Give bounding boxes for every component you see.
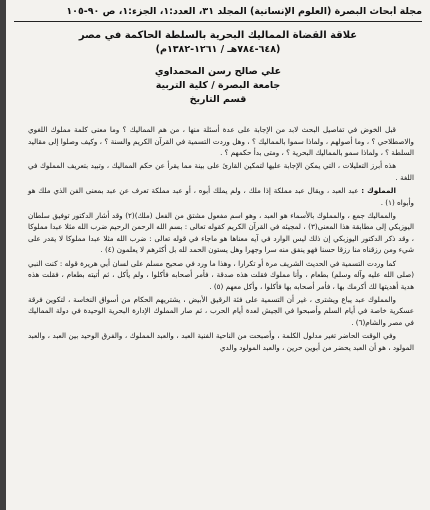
paragraph-6: والمملوك عبد يباع ويشترى ، غير أن التسمية على فئة الرقيق الأبيض ، يشتريهم الحكام من أسواق النخاسة ، لتكوين فرقة عسكرية خاصة في أيام السلم وأصبحوا في الجيش لعدة أيام الحرب ، ثم صار المملوك الإدارة البحرية الوحيدة في دولة المماليك في مصر والشام(٦) . [28, 294, 414, 327]
paragraph-4: والمماليك جمع ، والمملوك بالأسماء هو العبد ، وهو اسم مفعول مشتق من الفعل (ملك)(٢) وقد أشار الدكتور توفيق سلطان اليوزبكي إلى مطابقة هذا المعنى(٣) ، لمجيئه في القرآن الكريم كقوله تعالى : بسم الله الرحمن الرحيم ضرب الله مثلا عبدا مملوكا ، وقد ذكر الدكتور اليوزبكي إن ذلك ليس الوارد في آيه معناها هو ماجاء في قوله تعالى : ضرب الله مثلا عبدا مملوكا لا يقدر على شيء ومن رزقناه منا رزقا حسنا فهو ينفق منه سرا وجهرا وهل يستون الحمد لله بل أكثرهم لا يعلمون (٤) . [28, 210, 414, 255]
article-title: علاقة القضاة المماليك البحرية بالسلطة الحاكمة في مصر [78, 30, 358, 41]
article-dates: (٦٤٨-٧٨٤هـ / ١٢٦١-١٣٨٢م) [155, 44, 281, 55]
paragraph-1: قبل الخوض في تفاصيل البحث لابد من الإجابة على عدة أسئلة منها ، من هم المماليك ؟ وما معنى كلمة مملوك اللغوي والاصطلاحي ؟ ، وما أصولهم ، ولماذا سموا بالمماليك ؟ ، وهل وردت التسمية في القرآن الكريم والسنة ؟ ، وكيف وصلوا إلى مقاليد السلطة ؟ ، ولماذا سمو بالمماليك البحرية ؟ ، ومتى بدأ حكمهم ؟ . [28, 125, 414, 158]
paragraph-3-text: عبد العبد ، ويقال عبد مملكة إذا ملك ، ولم يملك أبوه ، أو عبد مملكة تعرف عن عبد بمعنى الفن الذي ملك هو وأبواه (١) . [28, 185, 414, 207]
paragraph-7: وفي الوقت الحاضر تغير مدلول الكلمة ، وأصبحت من الناحية الفنية العبد ، والعبد المملوك ، والفرق الوحيد بين العبد ، والعبد المولود ، هو أن العبد يحضر من أبوين حرين ، والعبد المولود والدي [28, 331, 414, 352]
article-body [28, 124, 414, 355]
paragraph-5: كما وردت التسمية في الحديث الشريف مرة أو تكرارا ، وهذا ما ورد في صحيح مسلم على لسان أبي هريرة قوله : كنت النبي (صلى الله عليه وآله وسلم) بطعام ، وأنا مملوك فقلت هذه صدقة ، فأمر أصحابه فأكلوا ، ولم يأكل ، ثم أتيته بطعام ، فقلت هذه هدية أهديتها لك أكرمك بها ، فأمر أصحابه بها فأكلوا ، وأكل معهم (٥) . [28, 258, 414, 291]
author-name: علي صالح رسن المحمداوي [154, 66, 282, 77]
term-mamluk-label: المملوك : [361, 185, 396, 195]
author-affiliation: جامعة البصرة / كلية التربية [155, 80, 281, 91]
author-department: قسم التاريخ [189, 94, 247, 105]
header-rule [14, 21, 422, 22]
journal-header: مجلة أبحاث البصرة (العلوم الإنسانية) المجلد ٣١، العدد:١، الجزء:١، ص ٩٠-١٠٥ [66, 6, 422, 17]
paragraph-3 [28, 185, 414, 208]
paragraph-2: هذه أبرز التعليلات ، التي يمكن الإجابة عليها لتمكين القارئ على بينة مما يقرأ عن حكم المماليك ، وتبيد بتعريف المملوك في اللغة . [28, 161, 414, 182]
document-page [6, 0, 430, 510]
